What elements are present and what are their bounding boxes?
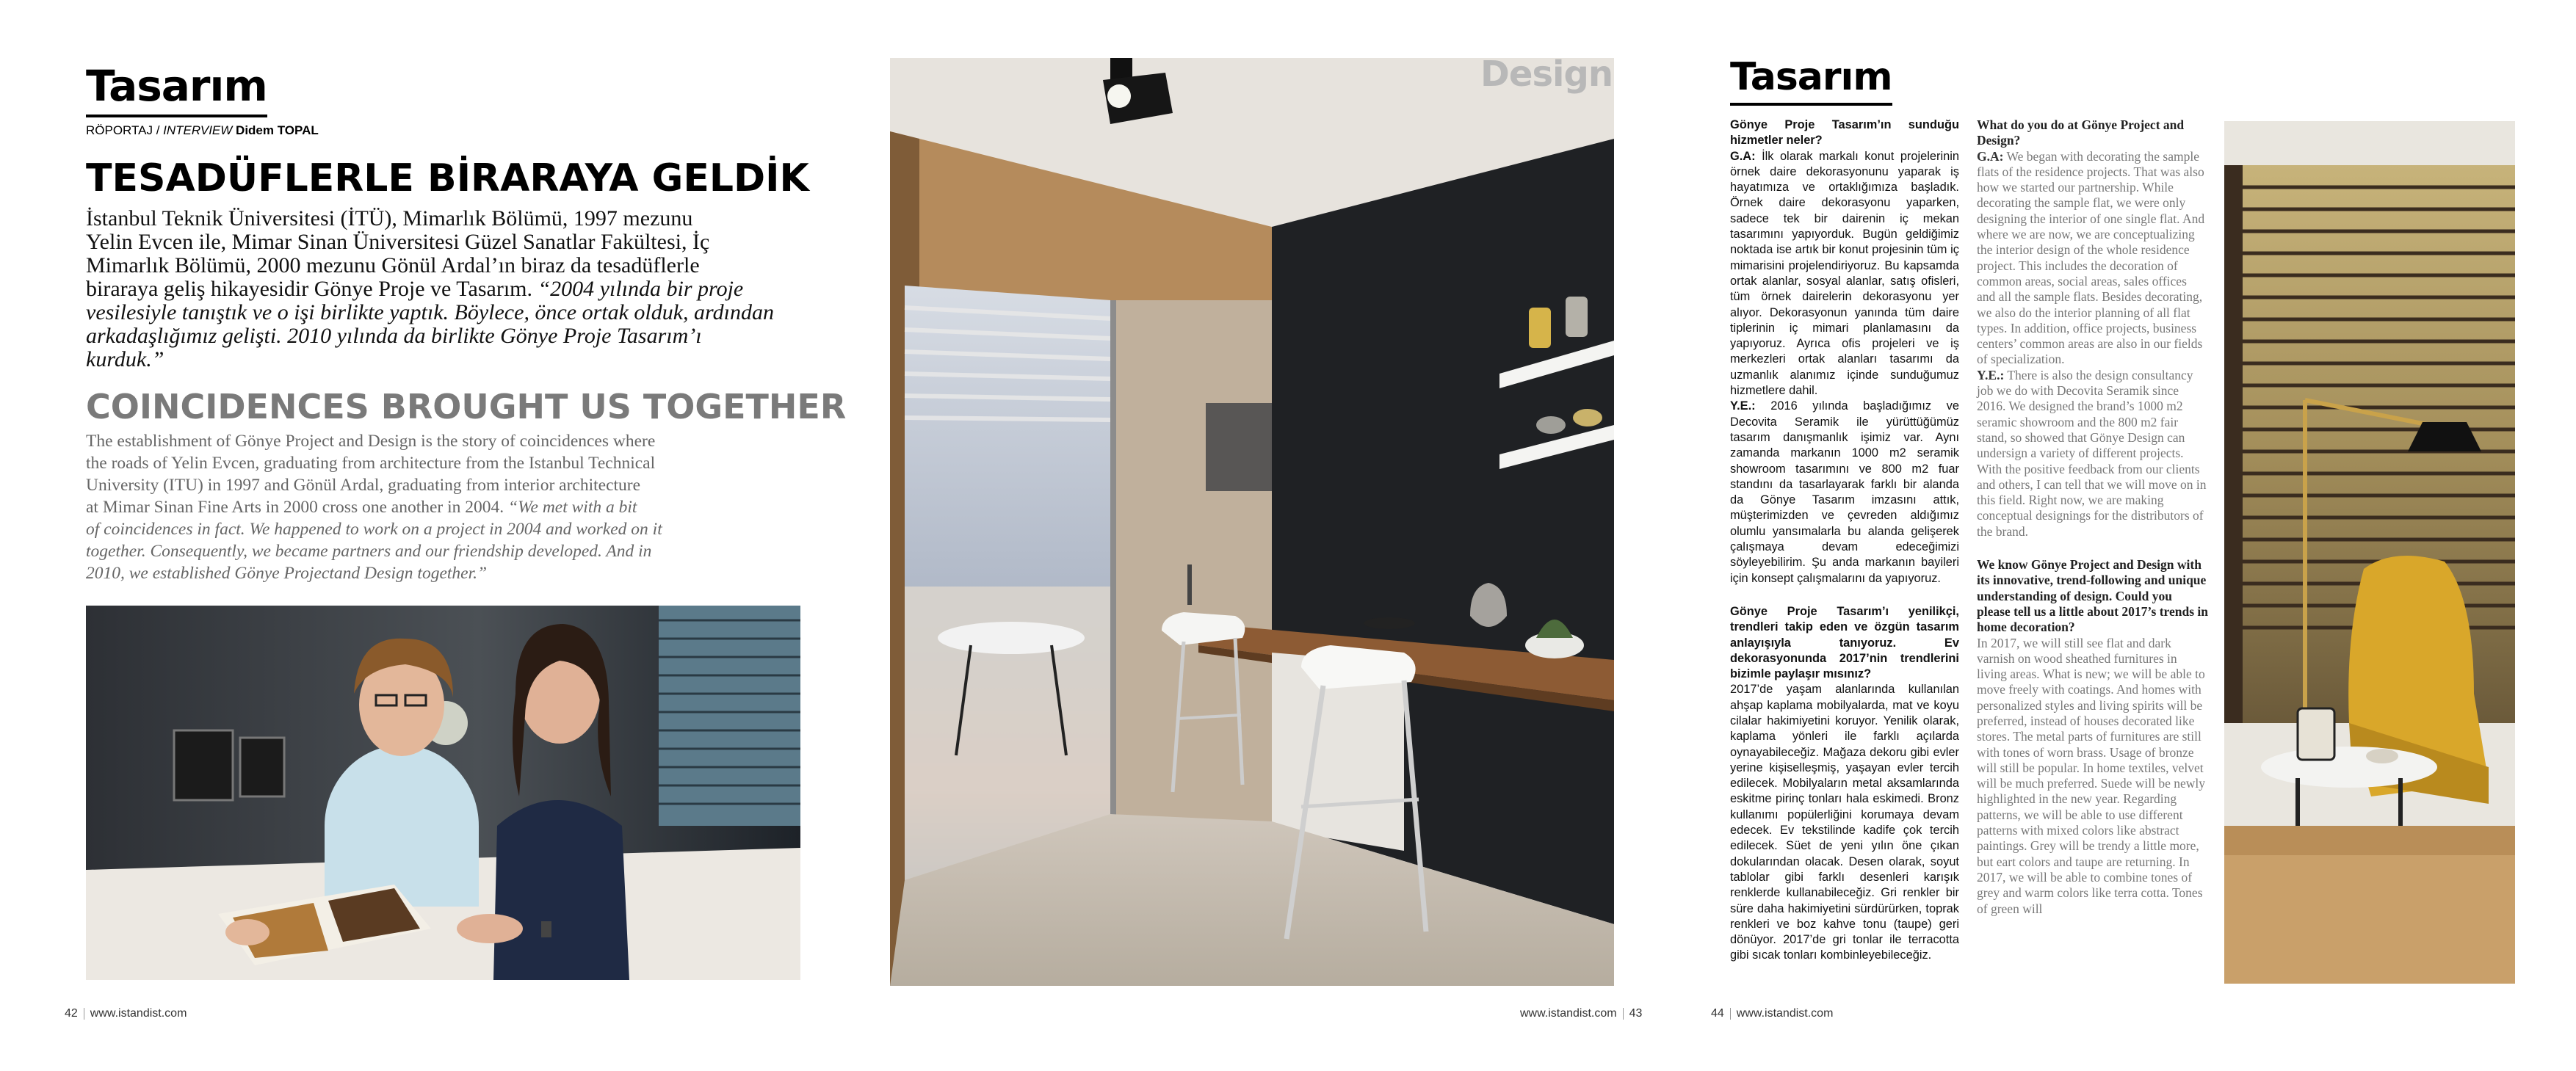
intro-en-quote-text: of coincidences in fact. We happened to work on a project in 2004 and worked on it [86, 520, 662, 539]
speaker-label: Y.E.: [1977, 367, 2005, 382]
byline [86, 123, 319, 138]
footer-site: www.istandist.com [90, 1007, 187, 1020]
intro-tr-quote-line [86, 301, 806, 324]
answer-1-tr-text: İlk olarak markalı konut projelerinin örnek daire dekorasyonunu yaparak iş hayatımıza ve ortaklığımıza başladık. Örnek daire dekorasyonu yaparken, sadece tek bir dairenin iç mekan tasarımını yapıyorduk. Bugün geldiğimiz noktada ise artık bir konut projesinin tüm iç mimarisini projelendiriyoruz. Bu kapsamda ortak alanlar, sosyal alanlar, satış ofisleri, tüm örnek dairelerin dekorasyonu yer alıyor. Dekorasyonun yanında tüm daire tiplerinin iç mimari planlamasını da yapıyoruz. Ayrıca ofis projeleri ve iş merkezleri ortak alanları tasarımı da uzmanlık alanımız içinde sunduğumuz hizmetlere dahil. [1730, 149, 1959, 398]
intro-tr-quote-text: kurduk.” [86, 347, 164, 371]
answer-3-en: In 2017, we will still see flat and dark varnish on wood sheathed furnitures in living areas. What is new; we will be able to move freely with coatings. And homes with personalized styles and living spirits will be preferred, instead of houses decorated like stores. The metal parts of furnitures are still with tones of worn brass. Usage of bronze will still be popular. In home textiles, velvet will be much preferred. Suede will be newly highlighted in the new year. Regarding patterns, we will be able to use different patterns with mixed colors like abstract paintings. Grey will be trendy a little more, but eart colors and taupe are returning. In 2017, we will be able to combine tones of grey and warm colors like terra cotta. Tones of green will [1977, 635, 2206, 916]
answer-2-en [1977, 368, 2208, 540]
question-2-tr-text: Gönye Proje Tasarım’ı yenilikçi, trendleri takip eden ve özgün tasarım anlayışıyla tanıyoruz. Ev dekorasyonunda 2017’nin trendlerini bizimle paylaşır mısınız? [1730, 604, 1959, 681]
intro-en [86, 430, 806, 584]
designers-photo-illustration [86, 606, 800, 980]
answer-1-en-text: We began with decorating the sample flats of the residence projects. That was also how we started our partnership. While decorating the sample flat, we were only designing the interior of one single flat. And where we are now, we are conceptualizing the interior design of the whole residence project. This includes the decoration of common areas, social areas, sales offices and all the sample flats. Besides decorating, we also do the interior planning of all flat types. In addition, office projects, business centers’ common areas are also in our fields of specialization. [1977, 148, 2205, 367]
intro-tr-line [86, 277, 806, 301]
footer-site: www.istandist.com [1520, 1007, 1617, 1020]
paragraph-gap [1977, 540, 2208, 557]
footer-separator [1623, 1008, 1624, 1020]
intro-en-line: University (ITU) in 1997 and Gönül Ardal, graduating from interior architecture [86, 476, 641, 495]
answer-2-tr-text: 2016 yılında başladığımız ve Decovita Seramik ile yürüttüğümüz tasarım danışmanlık işimiz var. Aynı zamanda markanın 1000 m2 seramik showroom tasarımını ve 800 m2 fuar standını da tasarlayarak farklı bir alanda da Gönye Tasarım imzasını attık, müşterimizden ve çevreden aldığımız olumlu yansımalarla bu alanda gelişerek çalışmaya devam edeceğimizi söyleyebilirim. Şu anda markanın bayileri için konsept çalışmalarını da yapıyoruz. [1730, 399, 1959, 585]
footer-page-43 [1520, 1007, 1642, 1020]
intro-tr-quote-text: vesilesiyle tanıştık ve o işi birlikte yaptık. Böylece, önce ortak olduk, ardından [86, 300, 774, 324]
intro-tr [86, 207, 806, 371]
column-english [1977, 117, 2208, 917]
question-1-tr [1730, 117, 1959, 149]
footer-page-number: 43 [1629, 1007, 1643, 1020]
question-2-en: We know Gönye Project and Design with its innovative, trend-following and unique understanding of design. Could you please tell us a little about 2017’s trends in home decoration? [1977, 557, 2209, 635]
living-room-photo [2224, 121, 2515, 984]
section-title-page-44: Tasarım [1730, 54, 1892, 106]
intro-tr-quote-start: “2004 yılında bir proje [538, 277, 744, 301]
column-turkish [1730, 117, 1959, 964]
intro-en-line-text: at Mimar Sinan Fine Arts in 2000 cross one another in 2004. [86, 498, 509, 517]
intro-en-quote-line [86, 518, 806, 540]
answer-2-en-text: There is also the design consultancy job we do with Decovita Seramik since 2016. We designed the brand’s 1000 m2 seramic showroom and the 800 m2 fair stand, so showed that Gönye Design can undersign a variety of different projects. With the positive feedback from our clients and others, I can tell that we will move on in this field. Right now, we are making conceptual designings for the distributors of the brand. [1977, 367, 2207, 539]
intro-tr-quote-text: arkadaşlığımız gelişti. 2010 yılında da birlikte Gönye Proje Tasarım’ı [86, 324, 702, 348]
byline-author: Didem TOPAL [232, 123, 319, 137]
byline-prefix: RÖPORTAJ / [86, 123, 164, 137]
intro-tr-quote-line [86, 324, 806, 348]
intro-tr-line-text: biraraya geliş hikayesidir Gönye Proje ve Tasarım. [86, 277, 538, 301]
footer-page-44 [1711, 1007, 1833, 1020]
headline-tr: TESADÜFLERLE BİRARAYA GELDİK [86, 156, 809, 200]
question-2-tr [1730, 604, 1959, 682]
intro-tr-quote-line [86, 348, 806, 371]
intro-en-line: the roads of Yelin Evcen, graduating from architecture from the Istanbul Technical [86, 454, 656, 473]
question-1-tr-text: Gönye Proje Tasarım’ın sunduğu hizmetler neler? [1730, 118, 1959, 148]
section-title-page-42: Tasarım [86, 60, 267, 117]
footer-page-number: 42 [65, 1007, 78, 1020]
headline-en: COINCIDENCES BROUGHT US TOGETHER [86, 387, 847, 426]
kitchen-photo-illustration [890, 58, 1614, 986]
intro-en-quote-line [86, 540, 806, 562]
living-room-photo-illustration [2224, 121, 2515, 984]
footer-separator [1730, 1008, 1731, 1020]
question-1-en: What do you do at Gönye Project and Design? [1977, 117, 2185, 148]
intro-tr-line: Yelin Evcen ile, Mimar Sinan Üniversitesi Güzel Sanatlar Fakültesi, İç [86, 230, 710, 254]
intro-tr-line: İstanbul Teknik Üniversitesi (İTÜ), Mimarlık Bölümü, 1997 mezunu [86, 206, 693, 230]
intro-en-line [86, 496, 806, 518]
speaker-label: G.A: [1730, 149, 1756, 163]
speaker-label: G.A: [1977, 148, 2004, 164]
footer-page-42 [65, 1007, 187, 1020]
answer-1-tr [1730, 149, 1959, 399]
speaker-label: Y.E.: [1730, 399, 1756, 413]
intro-en-quote-text: together. Consequently, we became partners and our friendship developed. And in [86, 542, 652, 561]
footer-site: www.istandist.com [1736, 1007, 1834, 1020]
footer-page-number: 44 [1711, 1007, 1724, 1020]
answer-1-en [1977, 149, 2208, 368]
byline-interview: INTERVIEW [163, 123, 233, 137]
watermark-design: Design [1480, 58, 1613, 95]
designers-photo [86, 606, 800, 980]
intro-en-quote-text: 2010, we established Gönye Projectand Design together.” [86, 564, 488, 583]
intro-tr-line: Mimarlık Bölümü, 2000 mezunu Gönül Ardal’ın biraz da tesadüflerle [86, 253, 700, 277]
answer-3-tr: 2017’de yaşam alanlarında kullanılan ahşap kaplama mobilyalarda, mat ve koyu cilalar hakimiyetini koruyor. Yenilik olarak, kaplama yönleri ile farklı açılarda oynayabileceğiz. Mağaza dekoru gibi evler yerine kişiselleşmiş, yaşayan evler tercih edilecek. Mobilyaların metal aksamlarında eskitme pirinç tonları hala eskimedi. Bronz kullanımı popülerliğini korumaya devam edecek. Ev tekstilinde kadife çok tercih edilecek. Süet de yeni yılın öne çıkan dokularından olacak. Desen olarak, soyut tablolar gibi farklı desenleri karışık renklerde kullanabileceğiz. Gri renkler bir süre daha hakimiyetini sürdürürken, toprak renkleri ve boz kahve tonu (taupe) geri dönüyor. 2017’de gri tonlar ile terracotta gibi sıcak tonları kombinleyebileceğiz. [1730, 683, 1959, 962]
intro-en-line: The establishment of Gönye Project and Design is the story of coincidences where [86, 432, 656, 451]
paragraph-gap [1730, 587, 1959, 604]
answer-2-tr [1730, 399, 1959, 587]
intro-en-quote-start: “We met with a bit [508, 498, 637, 517]
kitchen-photo [890, 58, 1614, 986]
intro-en-quote-line [86, 562, 806, 584]
